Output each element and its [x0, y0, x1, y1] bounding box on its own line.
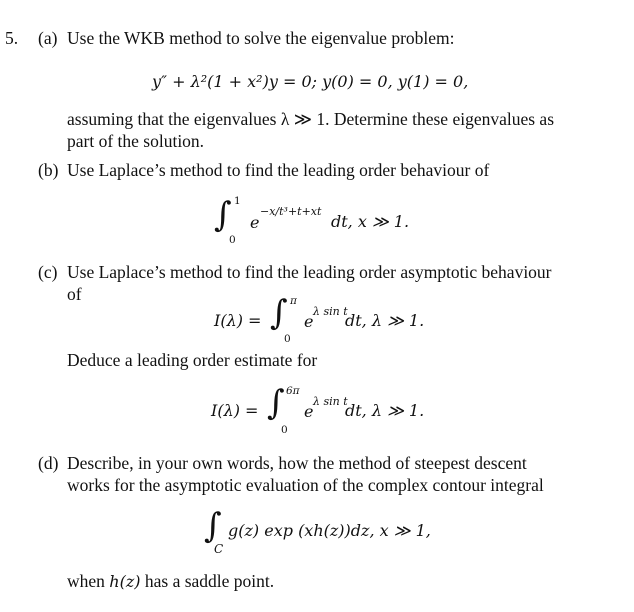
part-d-text-line1: Describe, in your own words, how the method of steepest descent	[67, 453, 527, 473]
integral-lower-limit: 0	[229, 234, 236, 246]
integral-sign: ∫	[270, 293, 288, 333]
integral-lower-limit: 0	[284, 333, 291, 345]
integral-sign: ∫	[267, 383, 285, 423]
integral-upper-limit: 6π	[286, 385, 300, 397]
integral-lower-limit: 0	[281, 424, 288, 436]
part-b-label: (b)	[38, 160, 59, 180]
contour-label: C	[214, 542, 224, 556]
integral-sign: ∫	[204, 506, 222, 546]
part-a-equation: y″ + λ²(1 + x²)y = 0; y(0) = 0, y(1) = 0,	[152, 72, 469, 91]
line3-suffix: has a saddle point.	[140, 571, 275, 591]
part-d-text-line3	[67, 573, 274, 591]
integrand-base: e	[304, 402, 314, 421]
part-d-text-line2: works for the asymptotic evaluation of the complex contour integral	[67, 475, 544, 495]
line3-math: h(z)	[109, 572, 141, 591]
contour-integrand: g(z) exp (xh(z))dz, x ≫ 1,	[228, 521, 431, 540]
part-c-text-line1: Use Laplace’s method to find the leading order asymptotic behaviour	[67, 262, 552, 282]
part-a-text-line2: assuming that the eigenvalues λ ≫ 1. Determine these eigenvalues as	[67, 109, 555, 129]
integral-tail: dt, λ ≫ 1.	[345, 311, 425, 330]
question-number: 5.	[5, 28, 19, 48]
integrand-base: e	[304, 312, 314, 331]
integrand-exponent: −x/t³+t+xt	[260, 205, 322, 218]
integrand-exponent: λ sin t	[313, 395, 348, 408]
integrand-exponent: λ sin t	[313, 305, 348, 318]
part-c-label: (c)	[38, 262, 58, 282]
part-a-text-line3: part of the solution.	[67, 131, 205, 151]
part-c-text-line2: of	[67, 284, 82, 304]
integral-tail: dt, x ≫ 1.	[331, 212, 410, 231]
integral-upper-limit: 1	[234, 195, 241, 207]
part-d-label: (d)	[38, 453, 59, 473]
integral-sign: ∫	[214, 195, 232, 235]
line3-prefix: when	[67, 571, 110, 591]
integral-upper-limit: π	[290, 295, 297, 307]
part-a-label: (a)	[38, 28, 58, 48]
integral-lhs: I(λ) =	[214, 311, 262, 330]
part-b-text-line1: Use Laplace’s method to find the leading order behaviour of	[67, 160, 490, 180]
integral-tail: dt, λ ≫ 1.	[345, 401, 425, 420]
part-c-text-line3: Deduce a leading order estimate for	[67, 350, 318, 370]
integrand-base: e	[250, 213, 260, 232]
part-a-text-line1: Use the WKB method to solve the eigenvalue problem:	[67, 28, 455, 48]
integral-lhs: I(λ) =	[211, 401, 259, 420]
